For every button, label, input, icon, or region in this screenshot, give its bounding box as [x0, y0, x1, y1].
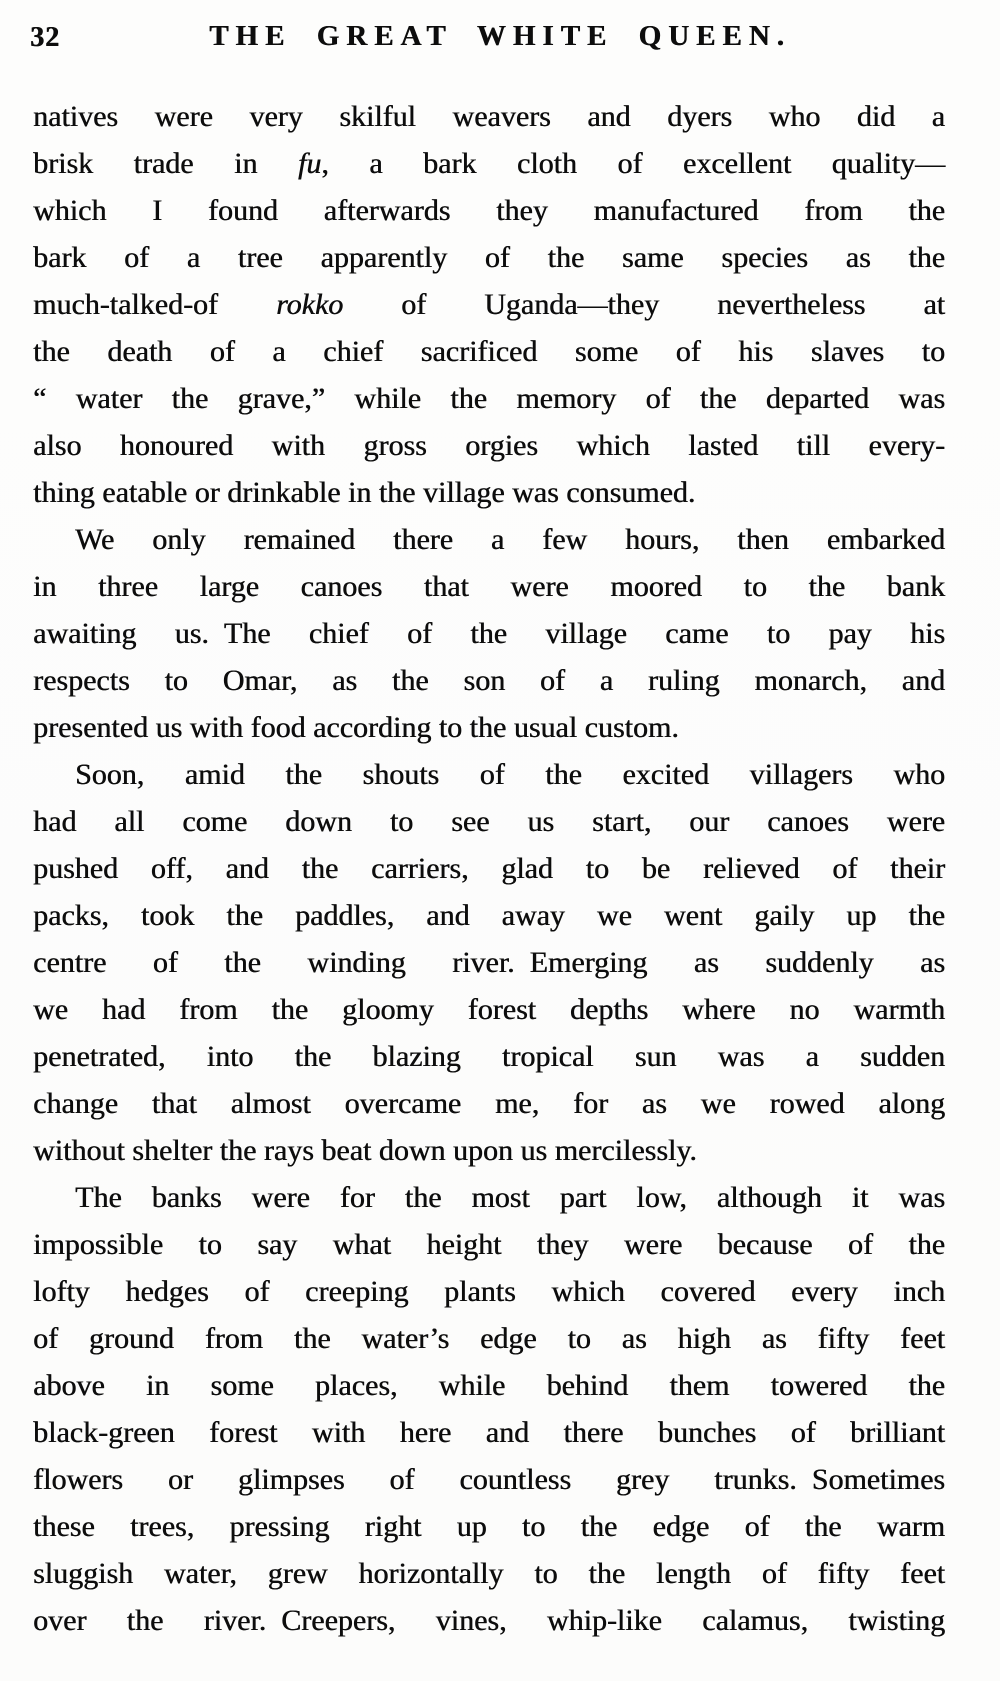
text-line: of ground from the water’s edge to as high as fifty feet [33, 1322, 945, 1355]
text-line: presented us with food according to the usual custom. [33, 711, 679, 744]
text-segment: brisk trade in [33, 147, 298, 180]
text-line: without shelter the rays beat down upon us mercilessly. [33, 1134, 697, 1167]
text-line: the death of a chief sacrificed some of his slaves to [33, 335, 945, 368]
text-line: these trees, pressing right up to the edge of the warm [33, 1510, 945, 1543]
text-line: thing eatable or drinkable in the village was consumed. [33, 476, 696, 509]
page-header [0, 20, 1000, 58]
text-line: in three large canoes that were moored to the bank [33, 570, 945, 603]
text-line: we had from the gloomy forest depths where no warmth [33, 993, 945, 1026]
text-line: change that almost overcame me, for as we rowed along [33, 1087, 945, 1120]
text-line: penetrated, into the blazing tropical sun was a sudden [33, 1040, 945, 1073]
text-line: sluggish water, grew horizontally to the length of fifty feet [33, 1557, 945, 1590]
text-line: awaiting us. The chief of the village came to pay his [33, 617, 945, 650]
text-line: packs, took the paddles, and away we went gaily up the [33, 899, 945, 932]
text-line: above in some places, while behind them towered the [33, 1369, 945, 1402]
text-line: black-green forest with here and there bunches of brilliant [33, 1416, 945, 1449]
page-number: 32 [30, 22, 60, 53]
text-line paragraph-start: We only remained there a few hours, then embarked [75, 523, 945, 556]
text-line: respects to Omar, as the son of a ruling monarch, and [33, 664, 945, 697]
text-line: pushed off, and the carriers, glad to be relieved of their [33, 852, 945, 885]
text-line: also honoured with gross orgies which lasted till every- [33, 429, 945, 462]
text-line: over the river. Creepers, vines, whip-like calamus, twisting [33, 1604, 945, 1637]
text-line paragraph-start: The banks were for the most part low, although it was [75, 1181, 945, 1214]
text-segment: much-talked-of [33, 288, 276, 321]
text-segment: , a bark cloth of excellent quality— [321, 147, 946, 180]
text-line: had all come down to see us start, our canoes were [33, 805, 945, 838]
text-line paragraph-start: Soon, amid the shouts of the excited villagers who [75, 758, 945, 791]
text-line: flowers or glimpses of countless grey trunks. Sometimes [33, 1463, 945, 1496]
body-text [33, 93, 945, 1644]
italic-term-rokko: rokko [275, 288, 344, 321]
text-line: lofty hedges of creeping plants which covered every inch [33, 1275, 945, 1308]
text-line: centre of the winding river. Emerging as suddenly as [33, 946, 945, 979]
text-line: “ water the grave,” while the memory of the departed was [33, 382, 945, 415]
text-line [33, 140, 945, 187]
text-segment: of Uganda—they nevertheless at [343, 288, 946, 321]
text-line [33, 281, 945, 328]
running-title: THE GREAT WHITE QUEEN. [209, 20, 791, 52]
text-line: impossible to say what height they were because of the [33, 1228, 945, 1261]
italic-term-fu: fu [297, 147, 322, 180]
text-line: bark of a tree apparently of the same species as the [33, 241, 945, 274]
text-line: natives were very skilful weavers and dyers who did a [33, 100, 945, 133]
text-line: which I found afterwards they manufactured from the [33, 194, 945, 227]
